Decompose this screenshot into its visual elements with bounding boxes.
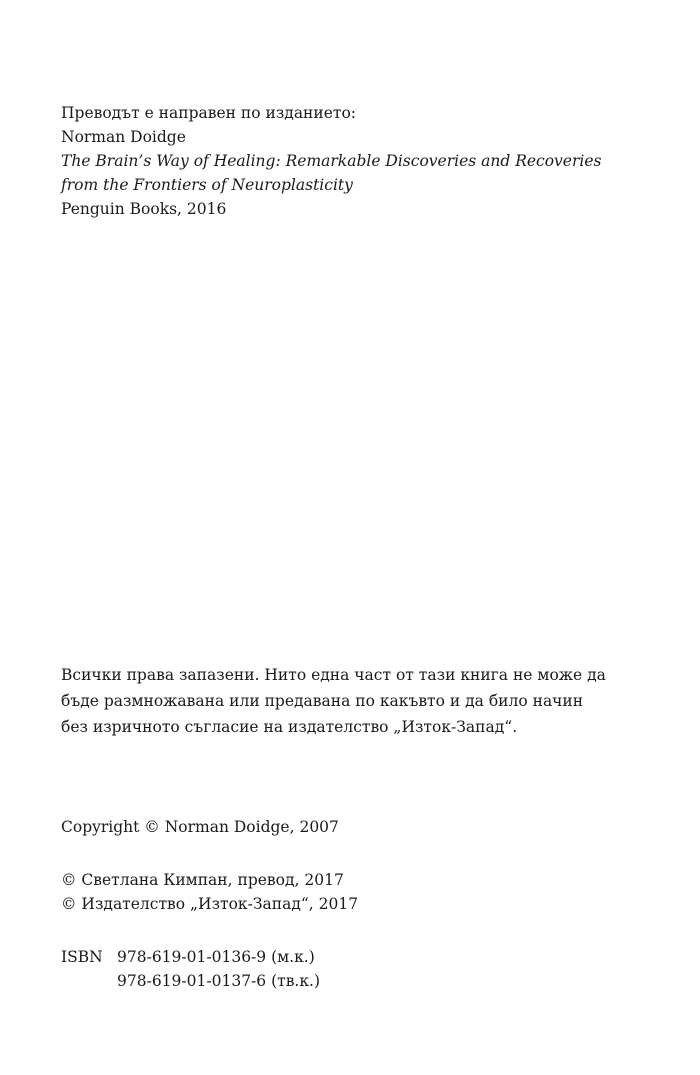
original-publisher: Penguin Books, 2016 bbox=[61, 200, 227, 218]
rights-notice bbox=[61, 662, 661, 740]
original-author: Norman Doidge bbox=[61, 128, 186, 146]
translator-copyright-line: © Светлана Кимпан, превод, 2017 bbox=[61, 871, 344, 889]
isbn-hardcover: 978-619-01-0137-6 (тв.к.) bbox=[117, 972, 321, 990]
isbn-row bbox=[61, 945, 661, 969]
isbn-label: ISBN bbox=[61, 948, 103, 966]
original-title-line-1: The Brain’s Way of Healing: Remarkable Discoveries and Recoveries bbox=[61, 152, 602, 170]
author-copyright-line: Copyright © Norman Doidge, 2007 bbox=[61, 818, 339, 836]
original-edition-info bbox=[61, 101, 661, 221]
isbn-row bbox=[61, 969, 661, 993]
rights-notice-line-3: без изричното съгласие на издателство „Изток-Запад“. bbox=[61, 718, 518, 736]
original-title-line-2: from the Frontiers of Neuroplasticity bbox=[61, 176, 353, 194]
publisher-copyright-line: © Издателство „Изток-Запад“, 2017 bbox=[61, 895, 359, 913]
rights-notice-line-2: бъде размножавана или предавана по какъвто и да било начин bbox=[61, 692, 584, 710]
author-copyright bbox=[61, 815, 661, 839]
rights-notice-line-1: Всички права запазени. Нито една част от тази книга не може да bbox=[61, 666, 606, 684]
isbn-block bbox=[61, 945, 661, 993]
translation-source-intro: Преводът е направен по изданието: bbox=[61, 104, 357, 122]
translation-copyright bbox=[61, 868, 661, 916]
isbn-paperback: 978-619-01-0136-9 (м.к.) bbox=[117, 948, 315, 966]
